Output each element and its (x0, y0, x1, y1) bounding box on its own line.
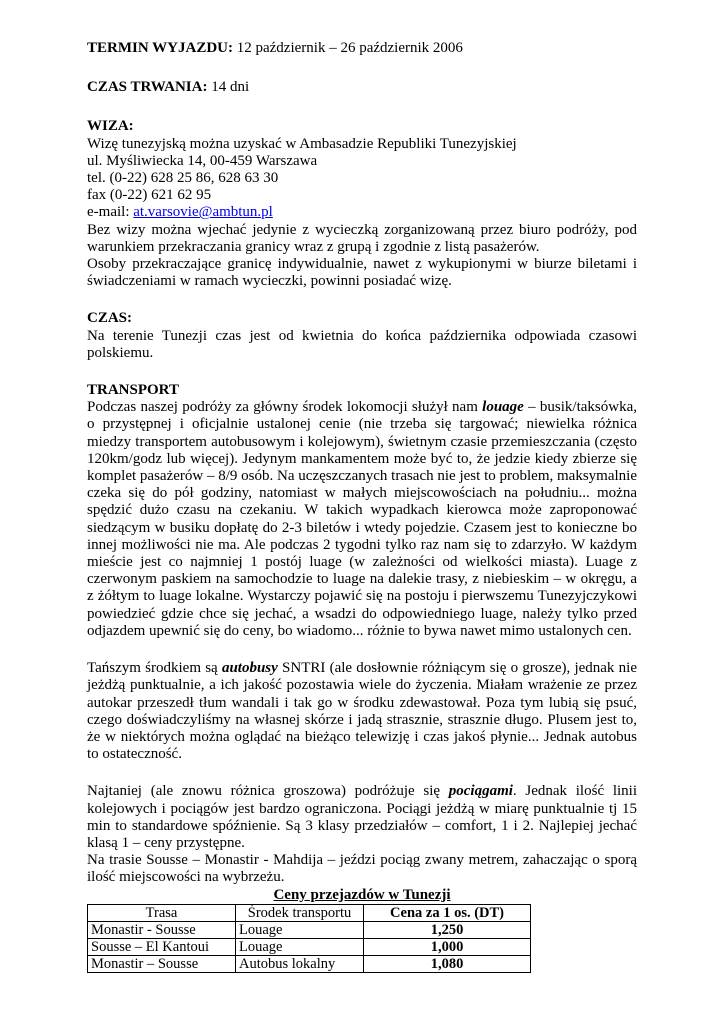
price-cell: 1,080 (364, 955, 531, 972)
visa-email-line (87, 204, 637, 221)
email-label: e-mail: (87, 204, 134, 221)
column-header-transport: Środek transportu (235, 904, 363, 921)
table-header-row (88, 904, 531, 921)
time-heading: CZAS: (87, 310, 133, 327)
price-cell: 1,000 (364, 938, 531, 955)
paragraph-text: SNTRI (ale dosłownie różniącym się o grosze), jednak nie jeżdżą punktualnie, a ich jakość pozostawia wiele do życzenia. Miałam wrażenie ze przez autokar przeszedł tłum wandali i tak go w środku zdewastował. Poza tym lubią się psuć, czego doświadczyliśmy na własnej skórze i jadą strasznie, strasznie długo. Plusem jest to, że w niektórych można oglądać na bieżąco telewizję i czas jakoś płynie... Jednak autobus to ostateczność. (87, 660, 637, 763)
departure-line (87, 40, 637, 57)
duration-label: CZAS TRWANIA: (87, 79, 208, 96)
departure-value: 12 październik – 26 październik 2006 (232, 40, 463, 56)
table-row (88, 955, 531, 972)
duration-value: 14 dni (207, 79, 250, 96)
email-link[interactable]: at.varsovie@ambtun.pl (133, 204, 273, 221)
train-term: pociągami (448, 783, 513, 800)
document-page (87, 40, 637, 973)
table-row (88, 938, 531, 955)
paragraph-text: – busik/taksówka, o przystępnej i oficjalnie ustalonej cenie (nie trzeba się targować; niewielka różnica miedzy transportem autobusowym i kolejowym), świetnym czasie przemieszczania (często 120km/godz lub więcej). Jedynym mankamentem może być to, że jedzie kiedy zbierze się komplet pasażerów – 8/9 osób. Na uczęszczanych trasach nie jest to problem, maksymalnie czeka się do pół godziny, natomiast w małych miejscowościach na południu... można spędzić dużo czasu na czekaniu. W takich wypadkach kierowca może zaproponować siedzącym w busiku dopłatę do 2-3 biletów i wtedy pojedzie. Czasem jest to konieczne bo innej możliwości nie ma. Ale podczas 2 tygodni tylko raz nam się to zdarzyło. W każdym mieście jest co najmniej 1 postój luage (w zależności od wielkości miasta). Luage z czerwonym paskiem na samochodzie to luage na dalekie trasy, z niebieskim – w okręgu, a z żółtym to luage lokalne. Wystarczy pojawić się na postoju i pierwszemu Tunezyjczykowi powiedzieć gdzie chce się jechać, a wsadzi do odpowiedniego luage, należy tylko przed odjazdem upewnić się do ceny, bo wiadomo... różnie to bywa nawet mimo ustalonych cen. (87, 399, 637, 639)
fares-table (87, 904, 531, 973)
route-cell: Sousse – El Kantoui (88, 938, 236, 955)
route-cell: Monastir - Sousse (88, 921, 236, 938)
transport-heading: TRANSPORT (87, 382, 179, 399)
transport-paragraph-metro: Na trasie Sousse – Monastir - Mahdija – jeździ pociąg zwany metrem, zahaczając o sporą ilość miejscowości na wybrzeżu. (87, 852, 637, 886)
transport-paragraph-bus (87, 660, 637, 763)
duration-line (87, 79, 637, 96)
visa-paragraph: Bez wizy można wjechać jedynie z wycieczką zorganizowaną przez biuro podróży, pod warunkiem przekraczania granicy wraz z grupą i zgodnie z listą pasażerów. (87, 221, 637, 255)
transport-paragraph-louage (87, 399, 637, 640)
visa-line: fax (0-22) 621 62 95 (87, 187, 212, 204)
paragraph-text: Tańszym środkiem są (87, 660, 222, 677)
column-header-route: Trasa (88, 904, 236, 921)
fares-table-title: Ceny przejazdów w Tunezji (273, 886, 451, 903)
transport-paragraph-train (87, 783, 637, 852)
table-row (88, 921, 531, 938)
route-cell: Monastir – Sousse (88, 955, 236, 972)
time-paragraph: Na terenie Tunezji czas jest od kwietnia do końca października odpowiada czasowi polskiemu. (87, 327, 637, 361)
visa-line: tel. (0-22) 628 25 86, 628 63 30 (87, 170, 279, 187)
paragraph-text: Podczas naszej podróży za główny środek lokomocji służył nam (87, 399, 483, 416)
paragraph-text: . Jednak ilość linii kolejowych i pociągów jest bardzo ograniczona. Pociągi jeżdżą w miarę punktualnie tj 15 min to standardowe spóźnienie. Są 3 klasy przedziałów – comfort, 1 i 2. Najlepiej jechać klasą 1 – ceny przystępne. (87, 783, 637, 851)
transport-cell: Louage (235, 938, 363, 955)
transport-cell: Autobus lokalny (235, 955, 363, 972)
bus-term: autobusy (221, 660, 278, 677)
louage-term: louage (482, 399, 524, 416)
visa-heading: WIZA: (87, 118, 134, 135)
visa-line: ul. Myśliwiecka 14, 00-459 Warszawa (87, 152, 318, 169)
column-header-price: Cena za 1 os. (DT) (364, 904, 531, 921)
departure-label: TERMIN WYJAZDU: (87, 40, 233, 56)
visa-paragraph: Osoby przekraczające granicę indywidualnie, nawet z wykupionymi w biurze biletami i świadczeniami w ramach wycieczki, powinni posiadać wizę. (87, 256, 637, 290)
paragraph-text: Najtaniej (ale znowu różnica groszowa) podróżuje się (87, 783, 449, 800)
price-cell: 1,250 (364, 921, 531, 938)
transport-cell: Louage (235, 921, 363, 938)
visa-line: Wizę tunezyjską można uzyskać w Ambasadzie Republiki Tunezyjskiej (87, 135, 517, 152)
